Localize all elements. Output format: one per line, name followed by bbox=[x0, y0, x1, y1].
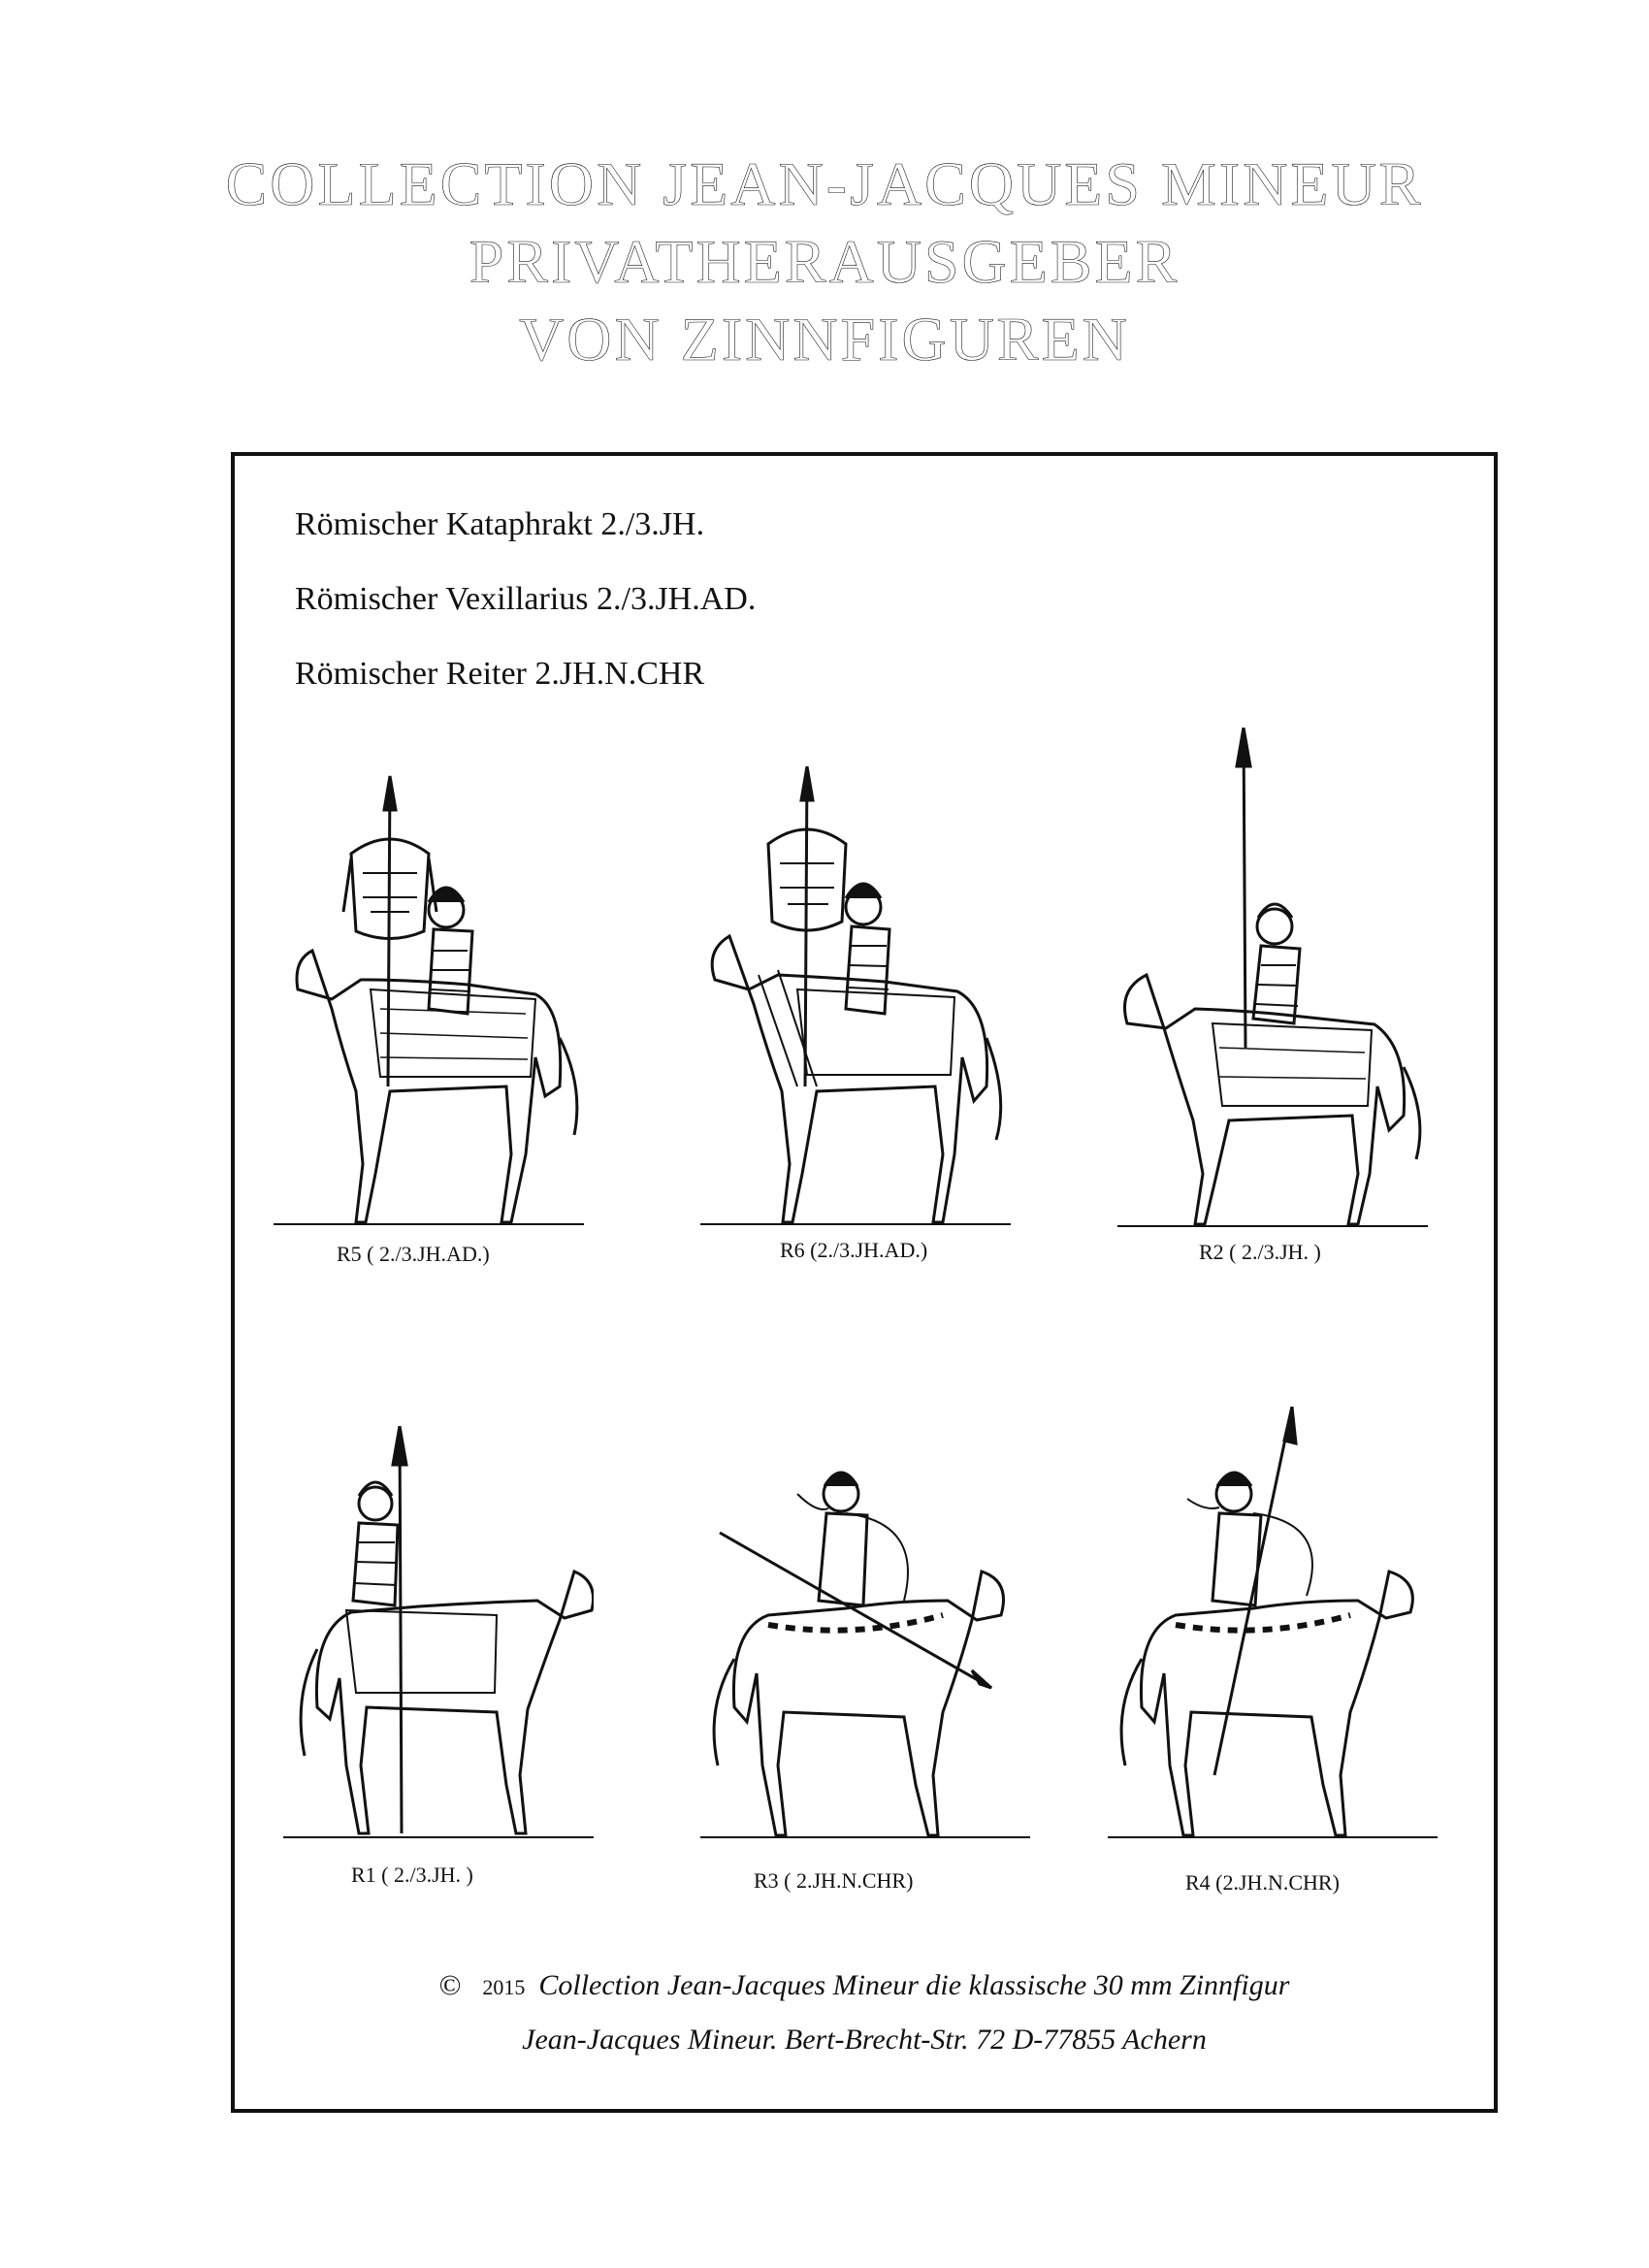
copyright-text: Collection Jean-Jacques Mineur die klassische 30 mm Zinnfigur bbox=[538, 1969, 1290, 2001]
copyright-line bbox=[235, 1969, 1494, 2002]
catalog-frame bbox=[231, 452, 1498, 2113]
caption-r5: R5 ( 2./3.JH.AD.) bbox=[337, 1242, 490, 1266]
caption-r1: R1 ( 2./3.JH. ) bbox=[351, 1863, 473, 1887]
title-kataphrakt: Römischer Kataphrakt 2./3.JH. bbox=[295, 506, 705, 542]
header-line-1: COLLECTION JEAN-JACQUES MINEUR bbox=[225, 149, 1424, 218]
figure-r1-illustration bbox=[283, 1426, 594, 1843]
figure-r2-illustration bbox=[1108, 728, 1438, 1232]
address-line: Jean-Jacques Mineur. Bert-Brecht-Str. 72 D-77855 Achern bbox=[522, 2024, 1207, 2056]
copyright-symbol: © bbox=[438, 1969, 462, 2001]
copyright-year: 2015 bbox=[482, 1975, 526, 1999]
figure-r6-illustration bbox=[700, 766, 1011, 1232]
title-reiter: Römischer Reiter 2.JH.N.CHR bbox=[295, 656, 705, 692]
figure-titles bbox=[295, 487, 756, 711]
figure-r3-illustration bbox=[700, 1455, 1030, 1843]
page-header bbox=[0, 146, 1649, 378]
caption-r2: R2 ( 2./3.JH. ) bbox=[1199, 1240, 1321, 1264]
header-line-3: VON ZINNFIGUREN bbox=[519, 305, 1130, 373]
figure-r5-illustration bbox=[274, 766, 584, 1232]
header-line-2: PRIVATHERAUSGEBER bbox=[469, 227, 1180, 296]
caption-r4: R4 (2.JH.N.CHR) bbox=[1185, 1870, 1340, 1895]
figure-r4-illustration bbox=[1108, 1407, 1438, 1843]
caption-r3: R3 ( 2.JH.N.CHR) bbox=[754, 1868, 914, 1893]
caption-r6: R6 (2./3.JH.AD.) bbox=[780, 1238, 928, 1262]
title-vexillarius: Römischer Vexillarius 2./3.JH.AD. bbox=[295, 581, 757, 617]
